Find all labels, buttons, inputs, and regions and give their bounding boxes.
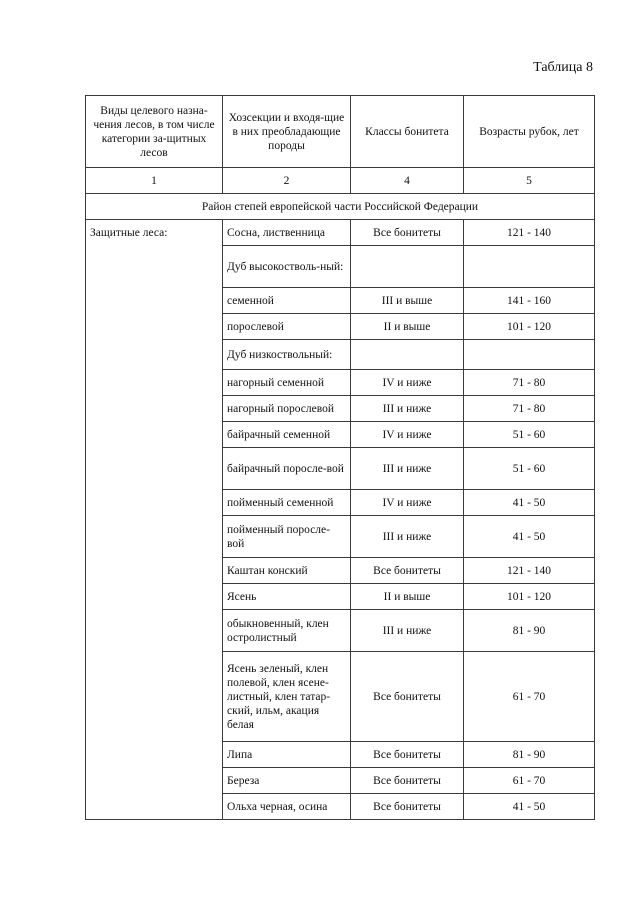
age-cell: [464, 246, 595, 288]
table-caption: Таблица 8: [533, 60, 593, 75]
header-purpose: Виды целевого назна-чения лесов, в том числе категории за-щитных лесов: [86, 96, 223, 168]
species-cell: обыкновенный, клен остролистный: [223, 610, 351, 652]
class-cell: III и ниже: [351, 516, 464, 558]
species-cell: Сосна, лиственница: [223, 220, 351, 246]
species-cell: Дуб высокостволь-ный:: [223, 246, 351, 288]
age-cell: 41 - 50: [464, 516, 595, 558]
column-number: 4: [351, 168, 464, 194]
species-cell: Береза: [223, 768, 351, 794]
species-cell: нагорный семенной: [223, 370, 351, 396]
class-cell: III и ниже: [351, 396, 464, 422]
column-number-row: [86, 168, 595, 194]
forest-age-table: [85, 95, 595, 820]
class-cell: Все бонитеты: [351, 558, 464, 584]
column-number: 5: [464, 168, 595, 194]
age-cell: 71 - 80: [464, 396, 595, 422]
class-cell: Все бонитеты: [351, 794, 464, 820]
species-cell: Каштан конский: [223, 558, 351, 584]
age-cell: 61 - 70: [464, 652, 595, 742]
age-cell: 141 - 160: [464, 288, 595, 314]
category-cell: Защитные леса:: [86, 220, 223, 820]
header-age: Возрасты рубок, лет: [464, 96, 595, 168]
header-row: [86, 96, 595, 168]
column-number: 2: [223, 168, 351, 194]
class-cell: II и выше: [351, 314, 464, 340]
species-cell: Дуб низкоствольный:: [223, 340, 351, 370]
age-cell: 71 - 80: [464, 370, 595, 396]
age-cell: 121 - 140: [464, 220, 595, 246]
column-number: 1: [86, 168, 223, 194]
class-cell: III и выше: [351, 288, 464, 314]
class-cell: Все бонитеты: [351, 768, 464, 794]
class-cell: [351, 246, 464, 288]
species-cell: Ясень: [223, 584, 351, 610]
header-class: Классы бонитета: [351, 96, 464, 168]
age-cell: 101 - 120: [464, 584, 595, 610]
class-cell: Все бонитеты: [351, 742, 464, 768]
age-cell: 51 - 60: [464, 422, 595, 448]
species-cell: байрачный поросле-вой: [223, 448, 351, 490]
species-cell: порослевой: [223, 314, 351, 340]
age-cell: 41 - 50: [464, 490, 595, 516]
table-row: [86, 220, 595, 246]
age-cell: 61 - 70: [464, 768, 595, 794]
class-cell: III и ниже: [351, 448, 464, 490]
species-cell: пойменный поросле-вой: [223, 516, 351, 558]
class-cell: IV и ниже: [351, 370, 464, 396]
table-body: [86, 220, 595, 820]
species-cell: Ясень зеленый, клен полевой, клен ясене-листный, клен татар-ский, ильм, акация белая: [223, 652, 351, 742]
class-cell: IV и ниже: [351, 490, 464, 516]
class-cell: Все бонитеты: [351, 652, 464, 742]
age-cell: 51 - 60: [464, 448, 595, 490]
header-sections: Хозсекции и входя-щие в них преобладающие породы: [223, 96, 351, 168]
class-cell: III и ниже: [351, 610, 464, 652]
class-cell: II и выше: [351, 584, 464, 610]
age-cell: 81 - 90: [464, 610, 595, 652]
class-cell: IV и ниже: [351, 422, 464, 448]
class-cell: Все бонитеты: [351, 220, 464, 246]
age-cell: 41 - 50: [464, 794, 595, 820]
age-cell: 101 - 120: [464, 314, 595, 340]
species-cell: Липа: [223, 742, 351, 768]
species-cell: семенной: [223, 288, 351, 314]
species-cell: Ольха черная, осина: [223, 794, 351, 820]
region-row: [86, 194, 595, 220]
age-cell: 81 - 90: [464, 742, 595, 768]
region-title: Район степей европейской части Российской Федерации: [86, 194, 595, 220]
species-cell: пойменный семенной: [223, 490, 351, 516]
species-cell: нагорный порослевой: [223, 396, 351, 422]
class-cell: [351, 340, 464, 370]
species-cell: байрачный семенной: [223, 422, 351, 448]
age-cell: 121 - 140: [464, 558, 595, 584]
age-cell: [464, 340, 595, 370]
